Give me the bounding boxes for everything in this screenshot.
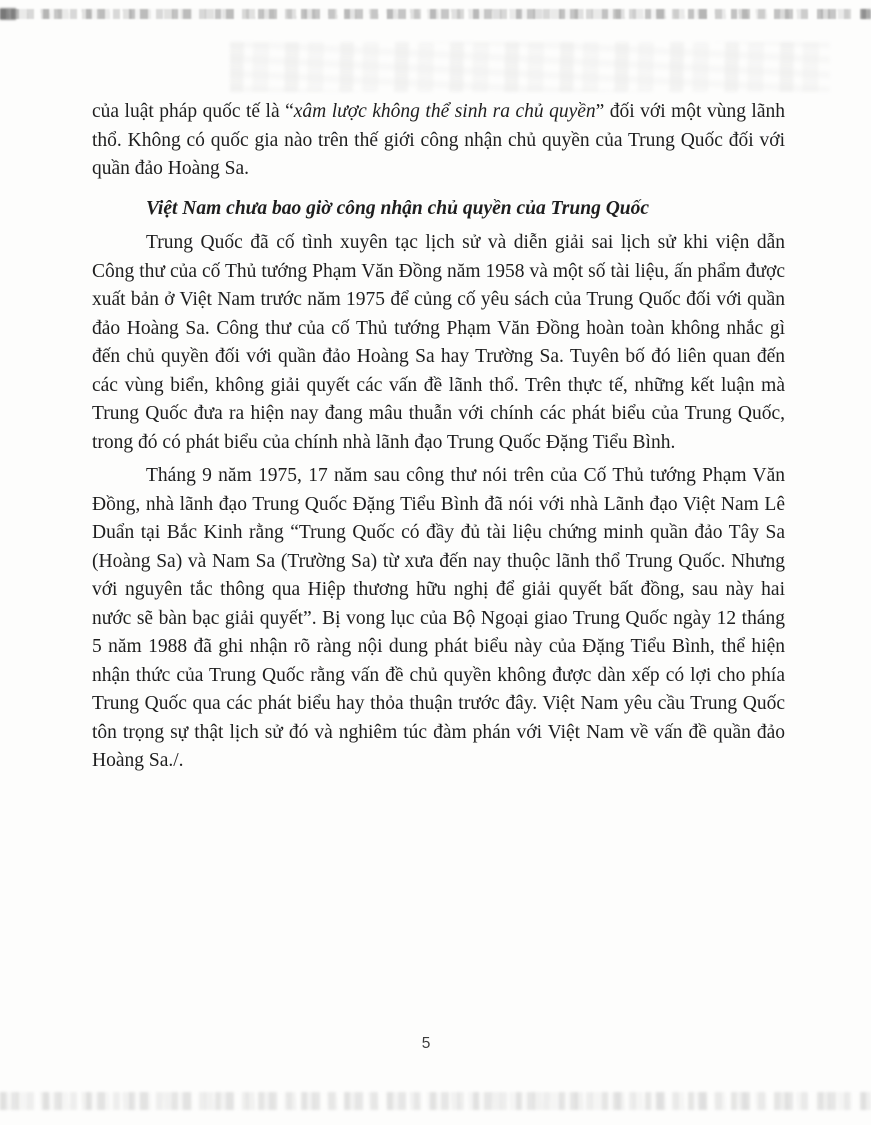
- paragraph-international-law: [92, 98, 785, 184]
- section-heading: Việt Nam chưa bao giờ công nhận chủ quyền của Trung Quốc: [146, 197, 650, 219]
- scan-noise-band-top: [0, 9, 871, 19]
- paragraph-deng-xiaoping-statement: Tháng 9 năm 1975, 17 năm sau công thư nói trên của Cố Thủ tướng Phạm Văn Đồng, nhà lãnh đạo Trung Quốc Đặng Tiểu Bình đã nói với nhà Lãnh đạo Việt Nam Lê Duẩn tại Bắc Kinh rằng “Trung Quốc có đầy đủ tài liệu chứng minh quần đảo Tây Sa (Hoàng Sa) và Nam Sa (Trường Sa) từ xưa đến nay thuộc lãnh thổ Trung Quốc. Nhưng với nguyên tắc thông qua Hiệp thương hữu nghị để giải quyết bất đồng, sau này hai nước sẽ bàn bạc giải quyết”. Bị vong lục của Bộ Ngoại giao Trung Quốc ngày 12 tháng 5 năm 1988 đã ghi nhận rõ ràng nội dung phát biểu này của Đặng Tiểu Bình, thể hiện nhận thức của Trung Quốc rằng vấn đề chủ quyền không được dàn xếp có lợi cho phía Trung Quốc qua các phát biểu hay thỏa thuận trước đây. Việt Nam yêu cầu Trung Quốc tôn trọng sự thật lịch sử đó và nghiêm túc đàm phán với Việt Nam về vấn đề quần đảo Hoàng Sa./.: [92, 465, 785, 771]
- ink-bleed-ghost-text: [230, 42, 830, 92]
- paragraph-1-pre: của luật pháp quốc tế là “: [92, 101, 294, 122]
- document-body: [92, 98, 785, 776]
- paragraph-1-post: ” đối với một vùng lãnh thổ. Không có quốc gia nào trên thế giới công nhận chủ quyền của Trung Quốc đối với quần đảo Hoàng Sa.: [92, 101, 785, 179]
- page-number: 5: [421, 1035, 431, 1052]
- scan-speck-top-left: [0, 8, 16, 20]
- paragraph-1-quoted-italic: xâm lược không thể sinh ra chủ quyền: [293, 101, 596, 122]
- scan-speck-top-right: [861, 9, 871, 19]
- paragraph-distortion-of-history: Trung Quốc đã cố tình xuyên tạc lịch sử và diễn giải sai lịch sử khi viện dẫn Công thư của cố Thủ tướng Phạm Văn Đồng năm 1958 và một số tài liệu, ấn phẩm được xuất bản ở Việt Nam trước năm 1975 để củng cố yêu sách của Trung Quốc đối với quần đảo Hoàng Sa. Công thư của cố Thủ tướng Phạm Văn Đồng hoàn toàn không nhắc gì đến chủ quyền đối với quần đảo Hoàng Sa hay Trường Sa. Tuyên bố đó liên quan đến các vùng biển, không giải quyết các vấn đề lãnh thổ. Trên thực tế, những kết luận mà Trung Quốc đưa ra hiện nay đang mâu thuẫn với chính các phát biểu của Trung Quốc, trong đó có phát biểu của chính nhà lãnh đạo Trung Quốc Đặng Tiểu Bình.: [92, 232, 785, 453]
- scan-noise-band-bottom: [0, 1092, 871, 1110]
